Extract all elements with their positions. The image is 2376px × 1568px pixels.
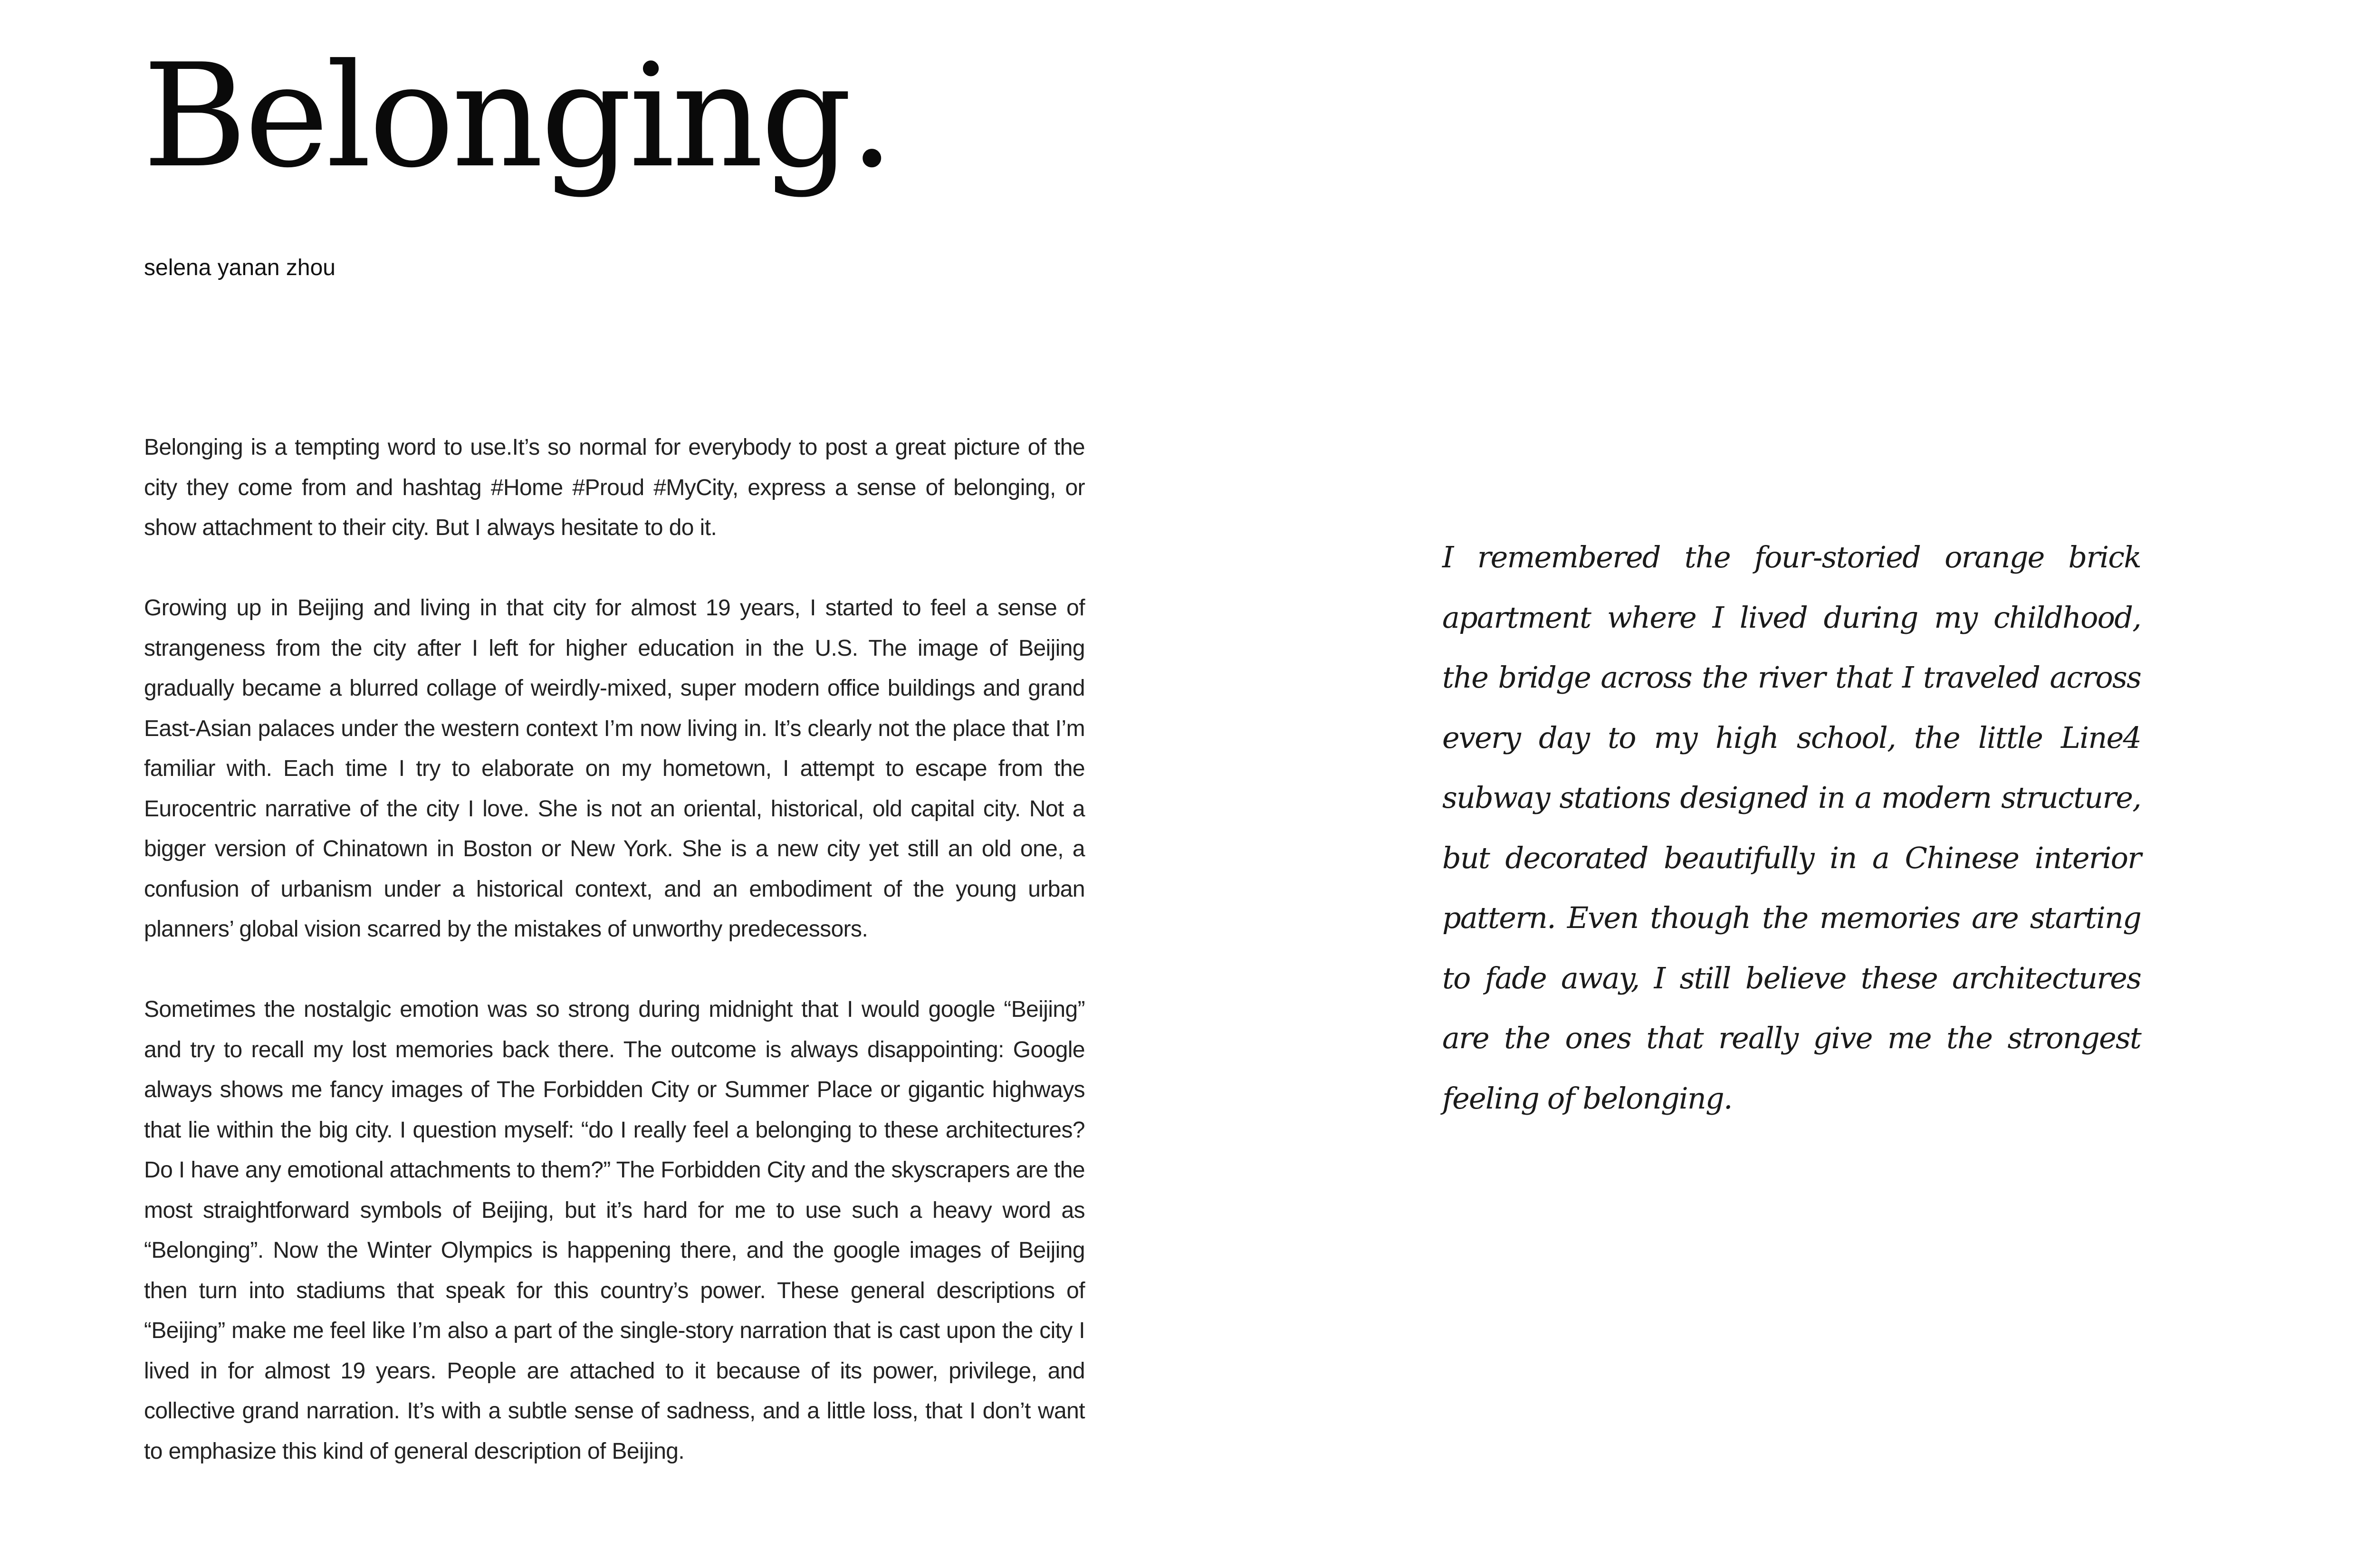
page-title: Belonging. <box>143 33 892 199</box>
author-name: selena yanan zhou <box>144 255 335 280</box>
essay-paragraph: Growing up in Beijing and living in that city for almost 19 years, I started to feel a sense of strangeness from the city after I left for higher education in the U.S. The image of Beijing gradually became a blurred collage of weirdly-mixed, super modern office buildings and grand East-Asian palaces under the western context I’m now living in. It’s clearly not the place that I’m familiar with. Each time I try to elaborate on my hometown, I attempt to escape from the Eurocentric narrative of the city I love. She is not an oriental, historical, old capital city. Not a bigger version of Chinatown in Boston or New York. She is a new city yet still an old one, a confusion of urbanism under a historical context, and an embodiment of the young urban planners’ global vision scarred by the mistakes of unworthy predecessors. <box>144 595 1085 942</box>
essay-paragraph: Belonging is a tempting word to use.It’s so normal for everybody to post a great picture of the city they come from and hashtag #Home #Proud #MyCity, express a sense of belonging, or show attachment to their city. But I always hesitate to do it. <box>144 435 1085 540</box>
essay-body <box>144 428 1085 1512</box>
essay-paragraph: Sometimes the nostalgic emotion was so strong during midnight that I would google “Beijing” and try to recall my lost memories back there. The outcome is always disappointing: Google always shows me fancy images of The Forbidden City or Summer Place or gigantic highways that lie within the big city. I question myself: “do I really feel a belonging to these architectures? Do I have any emotional attachments to them?” The Forbidden City and the skyscrapers are the most straightforward symbols of Beijing, but it’s hard for me to use such a heavy word as “Belonging”. Now the Winter Olympics is happening there, and the google images of Beijing then turn into stadiums that speak for this country’s power. These general descriptions of “Beijing” make me feel like I’m also a part of the single-story narration that is cast upon the city I lived in for almost 19 years. People are attached to it because of its power, privilege, and collective grand narration. It’s with a subtle sense of sadness, and a little loss, that I don’t want to emphasize this kind of general description of Beijing. <box>144 997 1085 1464</box>
pull-quote: I remembered the four-storied orange brick apartment where I lived during my childhood, the bridge across the river that I traveled across every day to my high school, the little Line4 subway stations designed in a modern structure, but decorated beautifully in a Chinese interior pattern. Even though the memories are starting to fade away, I still believe these architectures are the ones that really give me the strongest feeling of belonging. <box>1442 540 2141 1116</box>
